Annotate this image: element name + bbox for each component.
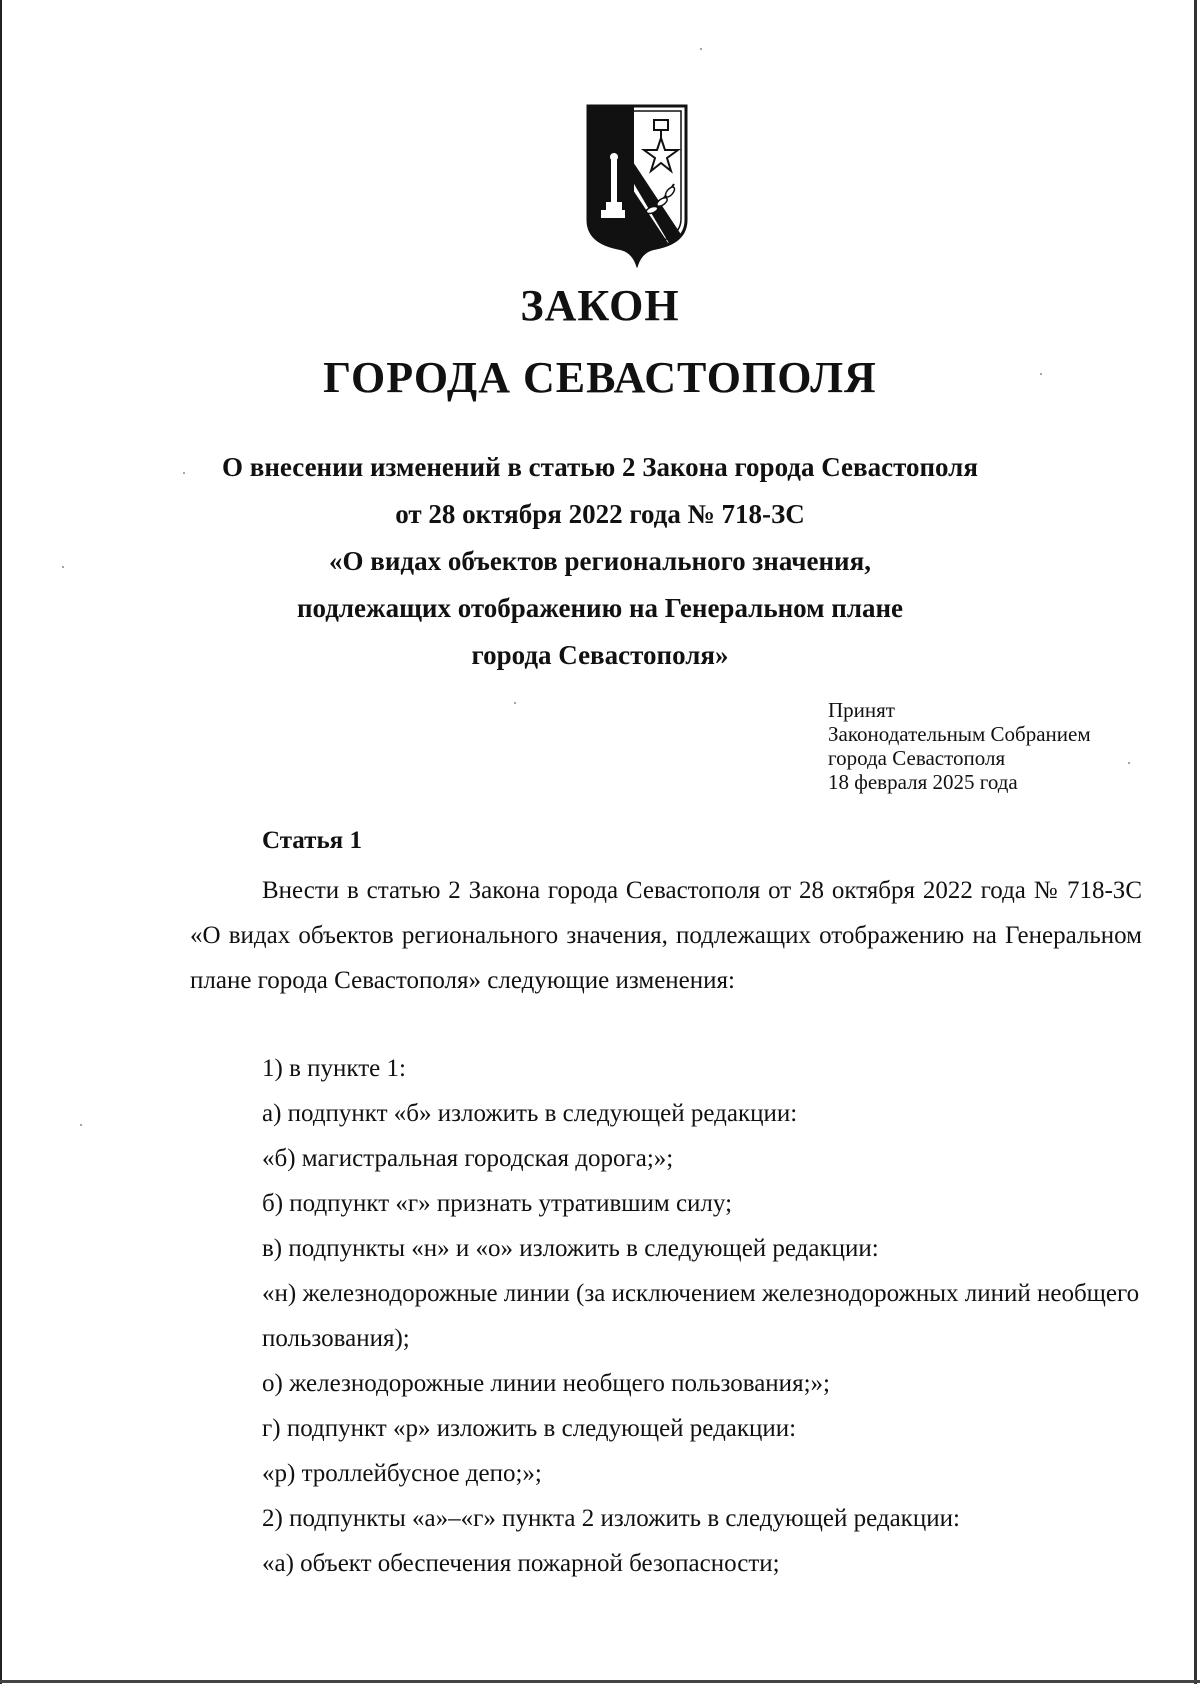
adoption-line: города Севастополя xyxy=(828,746,1006,770)
intro-paragraph: Внести в статью 2 Закона города Севастополя от 28 октября 2022 года № 718-ЗС «О видах объектов регионального значения, подлежащих отображению на Генеральном плане города Севастополя» следующие изменения: xyxy=(190,877,1142,994)
adoption-line: Принят xyxy=(828,698,895,722)
scan-speck xyxy=(700,48,702,50)
list-item: 1) в пункте 1: xyxy=(262,1055,406,1082)
law-subject-heading xyxy=(170,444,1030,679)
article-heading: Статья 1 xyxy=(262,827,362,854)
adoption-note xyxy=(828,698,1168,794)
list-item: «б) магистральная городская дорога;»; xyxy=(262,1145,674,1172)
subtitle-line: О внесении изменений в статью 2 Закона города Севастополя xyxy=(222,452,978,482)
adoption-line: Законодательным Собранием xyxy=(828,722,1091,746)
list-item: «а) объект обеспечения пожарной безопасности; xyxy=(262,1550,780,1577)
list-item: 2) подпункты «а»–«г» пункта 2 изложить в следующей редакции: xyxy=(262,1505,960,1532)
adoption-date: 18 февраля 2025 года xyxy=(828,770,1018,794)
list-item: б) подпункт «г» признать утратившим силу; xyxy=(262,1190,733,1217)
subtitle-line: города Севастополя» xyxy=(471,640,729,670)
subtitle-line: от 28 октября 2022 года № 718-ЗС xyxy=(395,499,805,529)
subtitle-line: подлежащих отображению на Генеральном плане xyxy=(296,593,904,623)
scan-speck xyxy=(62,566,64,568)
scan-speck xyxy=(514,702,516,704)
list-item: о) железнодорожные линии необщего пользования;»; xyxy=(262,1370,830,1397)
list-item: г) подпункт «р» изложить в следующей редакции: xyxy=(262,1415,797,1442)
page-left-edge xyxy=(0,0,2,1684)
scan-speck xyxy=(80,1124,82,1126)
list-item: «н) железнодорожные линии (за исключением железнодорожных линий необщего пользования); xyxy=(262,1280,1140,1352)
subtitle-line: «О видах объектов регионального значения, xyxy=(329,546,871,576)
document-title-city: ГОРОДА СЕВАСТОПОЛЯ xyxy=(323,353,877,402)
amendment-list xyxy=(262,1046,1162,1586)
list-item: а) подпункт «б» изложить в следующей редакции: xyxy=(262,1100,798,1127)
page-right-edge xyxy=(1194,0,1197,1684)
page-bottom-edge xyxy=(0,1680,1200,1683)
list-item: «р) троллейбусное депо;»; xyxy=(262,1460,542,1487)
document-title: ЗАКОН xyxy=(520,281,680,330)
list-item: в) подпункты «н» и «о» изложить в следующей редакции: xyxy=(262,1235,879,1262)
sevastopol-coat-of-arms-icon xyxy=(584,102,690,268)
